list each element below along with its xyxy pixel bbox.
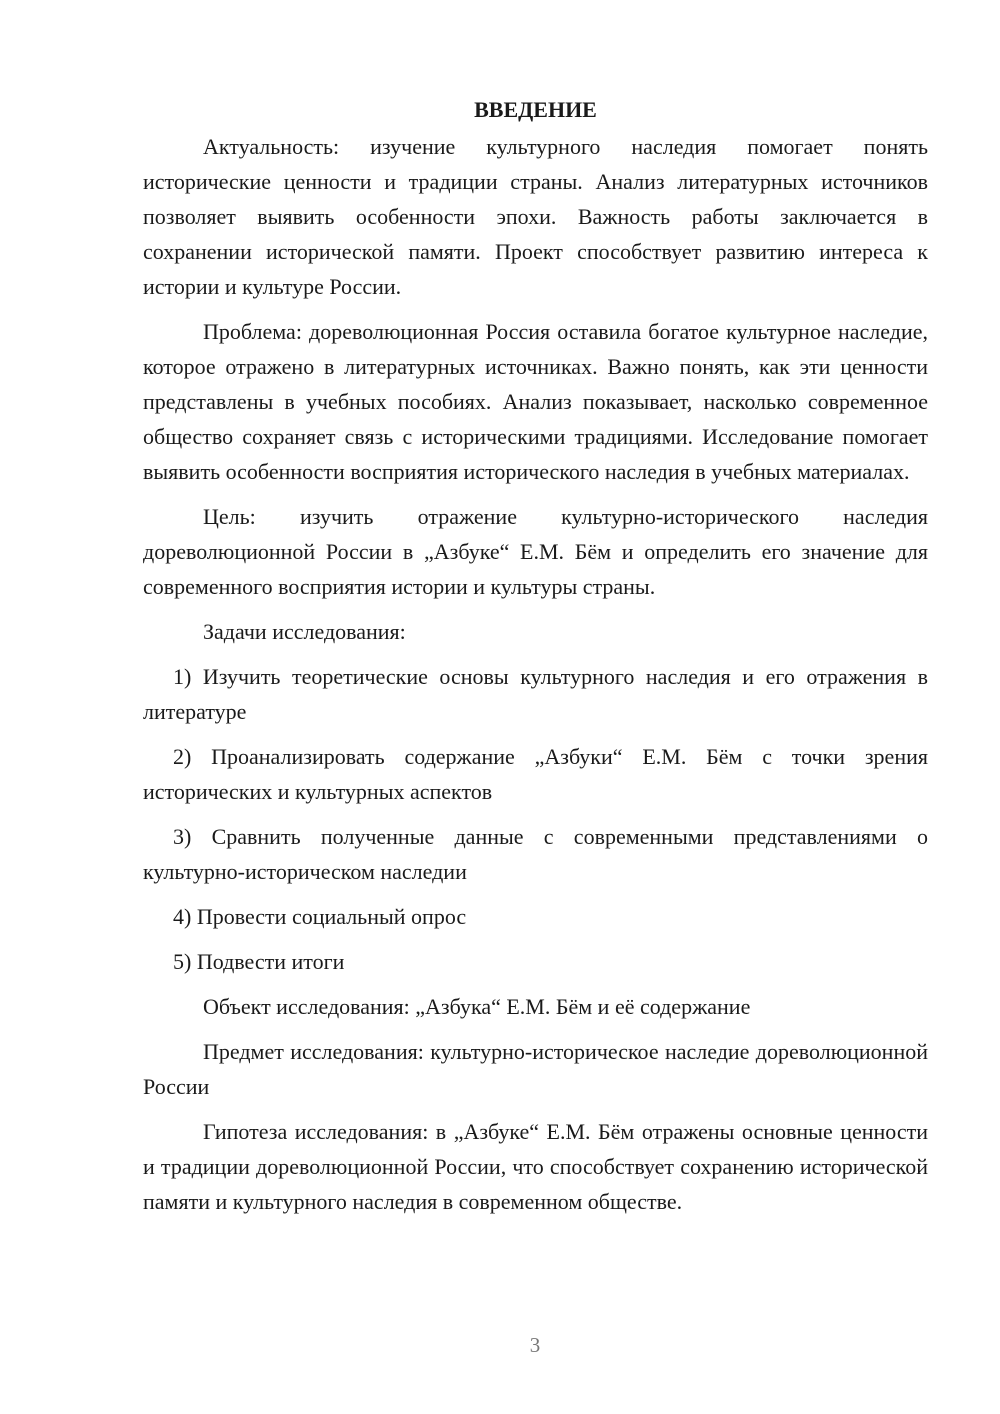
goal-paragraph: Цель: изучить отражение культурно-исторического наследия дореволюционной России в „Азбуке“ Е.М. Бём и определить его значение для современного восприятия истории и культуры страны. [143, 504, 928, 599]
relevance-paragraph: Актуальность: изучение культурного наследия помогает понять исторические ценности и традиции страны. Анализ литературных источников позволяет выявить особенности эпохи. Важность работы заключается в сохранении исторической памяти. Проект способствует развитию интереса к истории и культуре России. [143, 134, 928, 299]
tasks-heading: Задачи исследования: [203, 619, 406, 644]
task-item-1: 1) Изучить теоретические основы культурного наследия и его отражения в литературе [143, 664, 928, 724]
hypothesis-paragraph: Гипотеза исследования: в „Азбуке“ Е.М. Бём отражены основные ценности и традиции дореволюционной России, что способствует сохранению исторической памяти и культурного наследия в современном обществе. [143, 1119, 928, 1214]
task-item-2: 2) Проанализировать содержание „Азбуки“ Е.М. Бём с точки зрения исторических и культурных аспектов [143, 744, 928, 804]
subject-paragraph: Предмет исследования: культурно-историческое наследие дореволюционной России [143, 1039, 928, 1099]
page-title: ВВЕДЕНИЕ [474, 97, 597, 122]
task-item-5: 5) Подвести итоги [173, 949, 345, 974]
task-item-3: 3) Сравнить полученные данные с современными представлениями о культурно-историческом наследии [143, 824, 928, 884]
object-paragraph: Объект исследования: „Азбука“ Е.М. Бём и её содержание [203, 994, 751, 1019]
task-item-4: 4) Провести социальный опрос [173, 904, 467, 929]
problem-paragraph: Проблема: дореволюционная Россия оставила богатое культурное наследие, которое отражено в литературных источниках. Важно понять, как эти ценности представлены в учебных пособиях. Анализ показывает, насколько современное общество сохраняет связь с историческими традициями. Исследование помогает выявить особенности восприятия исторического наследия в учебных материалах. [143, 319, 928, 484]
document-page [143, 92, 928, 1229]
page-number: 3 [529, 1333, 541, 1357]
